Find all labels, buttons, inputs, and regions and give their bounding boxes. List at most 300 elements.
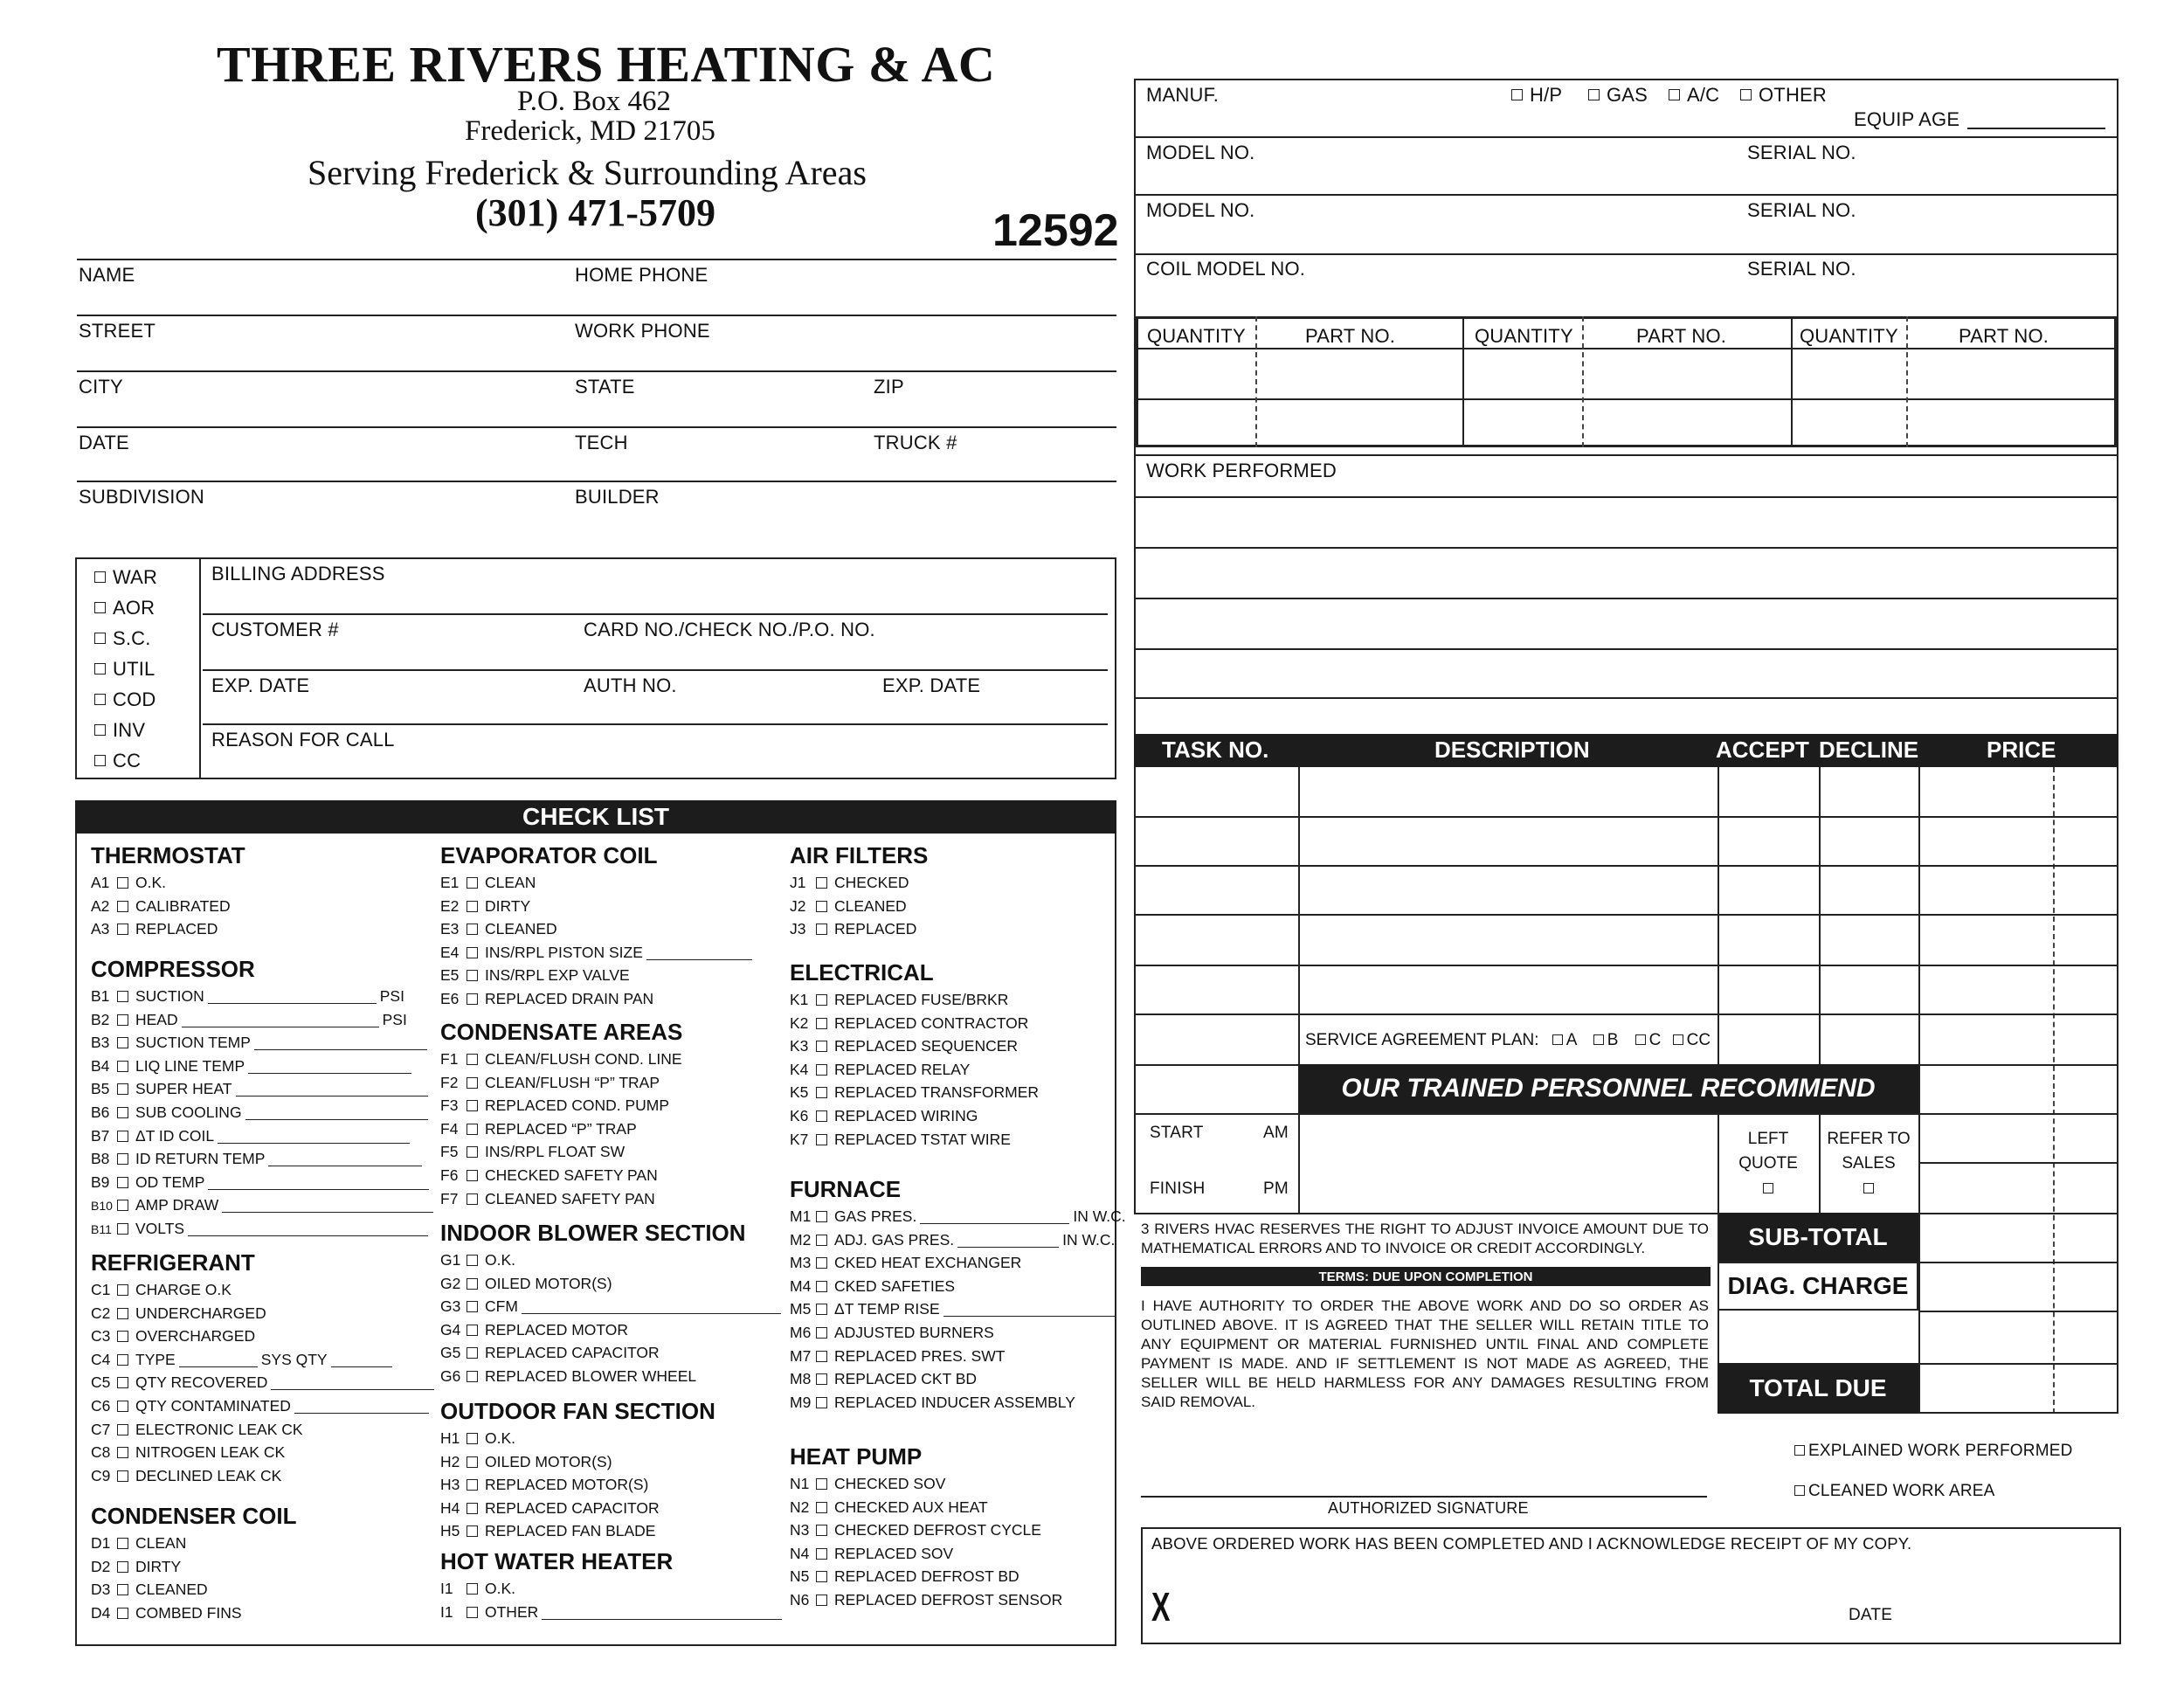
recommend-banner: OUR TRAINED PERSONNEL RECOMMEND bbox=[1298, 1064, 1918, 1113]
item-label: REPLACED SOV bbox=[834, 1544, 954, 1562]
item-fill-line[interactable] bbox=[182, 1013, 379, 1027]
task-row-4[interactable] bbox=[1134, 965, 2118, 966]
item-label: CLEANED bbox=[135, 1581, 208, 1599]
item-label: CLEANED bbox=[485, 920, 557, 938]
company-po-box: P.O. Box 462 bbox=[517, 86, 672, 117]
checklist-item-e2[interactable] bbox=[440, 897, 530, 916]
item-code: H4 bbox=[440, 1498, 460, 1517]
checklist-item-c2[interactable] bbox=[91, 1304, 266, 1323]
task-row-1[interactable] bbox=[1134, 816, 2118, 818]
item-label: DIRTY bbox=[485, 896, 531, 915]
item-fill-line[interactable] bbox=[248, 1059, 411, 1074]
checklist-item-b3[interactable] bbox=[91, 1034, 427, 1052]
explained-work-checkbox[interactable]: EXPLAINED WORK PERFORMED bbox=[1794, 1442, 2073, 1461]
street-field[interactable] bbox=[77, 370, 1116, 372]
item-code: F1 bbox=[440, 1050, 459, 1068]
billing-address-field[interactable] bbox=[203, 613, 1108, 615]
city-label: CITY bbox=[79, 376, 123, 398]
checkbox-icon bbox=[467, 1170, 478, 1181]
checkbox-icon bbox=[467, 1607, 478, 1618]
item-fill-line[interactable] bbox=[943, 1302, 1116, 1317]
item-label: CLEANED bbox=[834, 896, 907, 915]
checklist-item-c9[interactable] bbox=[91, 1467, 281, 1485]
item-label: REPLACED DEFROST SENSOR bbox=[834, 1591, 1063, 1608]
date-label: DATE bbox=[79, 432, 129, 453]
checklist-item-b2[interactable] bbox=[91, 1011, 407, 1029]
checklist-item-f2[interactable] bbox=[440, 1074, 660, 1092]
checklist-item-c3[interactable] bbox=[91, 1327, 255, 1346]
checklist-item-d3[interactable] bbox=[91, 1581, 208, 1599]
checklist-item-e6[interactable] bbox=[440, 990, 653, 1008]
checklist-item-b6[interactable] bbox=[91, 1103, 428, 1122]
item-code: C8 bbox=[91, 1443, 111, 1462]
date-field[interactable] bbox=[77, 481, 1116, 482]
item-label: REPLACED CKT BD bbox=[834, 1370, 978, 1388]
auth-number-label: AUTH NO. bbox=[584, 675, 677, 696]
checklist-item-m4[interactable] bbox=[790, 1277, 955, 1296]
company-phone: (301) 471-5709 bbox=[475, 191, 715, 234]
equip-type-gas[interactable]: GAS bbox=[1588, 84, 1648, 107]
item-label: INS/RPL PISTON SIZE bbox=[485, 943, 643, 961]
checklist-item-b8[interactable] bbox=[91, 1150, 422, 1168]
checkbox-icon bbox=[816, 1548, 827, 1560]
item-fill-line[interactable] bbox=[268, 1152, 422, 1166]
checklist-item-n2[interactable] bbox=[790, 1498, 988, 1517]
task-row-2[interactable] bbox=[1134, 865, 2118, 867]
checkbox-icon bbox=[467, 1301, 478, 1312]
billing-type-cc[interactable]: CC bbox=[94, 750, 141, 772]
cleaned-work-area-checkbox[interactable]: CLEANED WORK AREA bbox=[1794, 1482, 1995, 1501]
am-label: AM bbox=[1263, 1124, 1289, 1142]
truck-label: TRUCK # bbox=[874, 432, 957, 453]
checkbox-icon bbox=[117, 1131, 128, 1142]
item-code: C2 bbox=[91, 1304, 111, 1322]
checkbox-icon bbox=[816, 1041, 827, 1052]
checkbox-icon bbox=[117, 1037, 128, 1048]
billing-type-sc[interactable]: S.C. bbox=[94, 627, 151, 650]
item-fill-line[interactable] bbox=[957, 1233, 1059, 1248]
terms-banner: TERMS: DUE UPON COMPLETION bbox=[1141, 1267, 1711, 1286]
plan-option-cc[interactable]: CC bbox=[1673, 1031, 1711, 1049]
checklist-item-h5[interactable] bbox=[440, 1522, 655, 1540]
item-code: J1 bbox=[790, 874, 806, 891]
item-fill-line[interactable] bbox=[245, 1105, 428, 1120]
checkbox-icon bbox=[816, 1478, 827, 1490]
customer-number-label: CUSTOMER # bbox=[211, 619, 339, 640]
item-fill-line[interactable] bbox=[522, 1299, 781, 1314]
item-label: VOLTS bbox=[135, 1220, 185, 1237]
item-fill-line[interactable] bbox=[331, 1352, 392, 1367]
checkbox-icon bbox=[1863, 1183, 1874, 1193]
checkbox-icon bbox=[816, 1304, 827, 1315]
serial-number-label: SERIAL NO. bbox=[1747, 142, 1856, 163]
task-header-decline: DECLINE bbox=[1819, 737, 1919, 763]
checklist-item-i1[interactable] bbox=[440, 1603, 782, 1622]
checklist-item-g1[interactable] bbox=[440, 1251, 515, 1269]
checklist-item-d2[interactable] bbox=[91, 1558, 181, 1576]
checklist-item-g2[interactable] bbox=[440, 1275, 612, 1293]
model-number-label: MODEL NO. bbox=[1146, 142, 1255, 163]
billing-type-aor[interactable]: AOR bbox=[94, 597, 155, 619]
plan-option-a[interactable]: A bbox=[1552, 1031, 1577, 1049]
item-code: M3 bbox=[790, 1254, 812, 1272]
checklist-item-k4[interactable] bbox=[790, 1061, 970, 1079]
checkbox-icon bbox=[816, 1211, 827, 1222]
section-title-compressor: COMPRESSOR bbox=[91, 956, 255, 982]
checklist-item-f4[interactable] bbox=[440, 1120, 637, 1138]
item-label: GAS PRES. bbox=[834, 1207, 917, 1225]
item-code: M8 bbox=[790, 1370, 812, 1388]
checklist-item-k5[interactable] bbox=[790, 1083, 1039, 1102]
item-label: REPLACED “P” TRAP bbox=[485, 1119, 637, 1138]
checklist-item-d4[interactable] bbox=[91, 1604, 242, 1622]
item-suffix: SYS QTY bbox=[260, 1350, 328, 1368]
item-fill-line[interactable] bbox=[208, 989, 377, 1004]
total-due-amount-field[interactable] bbox=[1920, 1365, 2051, 1410]
item-fill-line[interactable] bbox=[188, 1221, 428, 1236]
checkbox-icon bbox=[117, 1447, 128, 1458]
item-code: M6 bbox=[790, 1324, 812, 1341]
item-label: AMP DRAW bbox=[135, 1196, 219, 1214]
item-code: N2 bbox=[790, 1498, 810, 1516]
item-label: NITROGEN LEAK CK bbox=[135, 1443, 286, 1462]
checklist-item-b11[interactable] bbox=[91, 1220, 428, 1238]
parts-header-part-2: PART NO. bbox=[1636, 325, 1727, 347]
checklist-item-d1[interactable] bbox=[91, 1534, 186, 1553]
work-performed-label: WORK PERFORMED bbox=[1146, 460, 1337, 481]
work-line-2[interactable] bbox=[1134, 547, 2118, 549]
customer-signature-field[interactable] bbox=[1188, 1573, 1817, 1634]
checklist-item-f3[interactable] bbox=[440, 1097, 669, 1115]
checkbox-icon bbox=[816, 1018, 827, 1029]
checkbox-icon bbox=[117, 1107, 128, 1118]
item-code: K3 bbox=[790, 1037, 809, 1055]
checklist-item-k3[interactable] bbox=[790, 1037, 1018, 1055]
checklist-item-n3[interactable] bbox=[790, 1521, 1041, 1539]
checkbox-icon bbox=[117, 877, 128, 889]
checklist-item-m8[interactable] bbox=[790, 1370, 977, 1388]
checklist-item-c7[interactable] bbox=[91, 1421, 303, 1439]
item-label: O.K. bbox=[485, 1429, 516, 1447]
checkbox-icon bbox=[467, 1193, 478, 1205]
item-fill-line[interactable] bbox=[208, 1175, 429, 1190]
item-label: O.K. bbox=[485, 1251, 516, 1269]
diag-charge-amount-field[interactable] bbox=[1920, 1263, 2051, 1309]
checklist-item-f5[interactable] bbox=[440, 1143, 625, 1161]
checklist-item-a3[interactable] bbox=[91, 920, 218, 938]
work-line-5[interactable] bbox=[1134, 697, 2118, 699]
checklist-item-e1[interactable] bbox=[440, 874, 536, 892]
checklist-item-k2[interactable] bbox=[790, 1014, 1028, 1033]
checklist-item-b1[interactable] bbox=[91, 987, 404, 1006]
section-title-outdoor: OUTDOOR FAN SECTION bbox=[440, 1398, 715, 1424]
item-label: REPLACED MOTOR bbox=[485, 1320, 629, 1339]
checklist-item-n4[interactable] bbox=[790, 1545, 953, 1563]
item-label: REPLACED WIRING bbox=[834, 1107, 978, 1124]
item-code: I1 bbox=[440, 1580, 453, 1597]
item-code: C3 bbox=[91, 1327, 111, 1346]
checklist-item-i1[interactable] bbox=[440, 1580, 515, 1598]
item-label: REPLACED CAPACITOR bbox=[485, 1498, 660, 1517]
item-label: TYPE bbox=[135, 1350, 176, 1368]
checklist-item-e5[interactable] bbox=[440, 966, 630, 985]
checklist-item-c1[interactable] bbox=[91, 1281, 232, 1299]
billing-type-inv[interactable]: INV bbox=[94, 719, 145, 742]
section-title-filters: AIR FILTERS bbox=[790, 842, 929, 868]
work-line-4[interactable] bbox=[1134, 648, 2118, 650]
equip-type-hp[interactable]: H/P bbox=[1511, 84, 1562, 107]
checkbox-icon bbox=[117, 1561, 128, 1573]
item-label: HEAD bbox=[135, 1010, 178, 1028]
checklist-item-h2[interactable] bbox=[440, 1453, 612, 1471]
section-title-heatpump: HEAT PUMP bbox=[790, 1443, 923, 1470]
checkbox-icon bbox=[467, 1371, 478, 1382]
item-label: REPLACED BLOWER WHEEL bbox=[485, 1367, 697, 1385]
item-code: E6 bbox=[440, 990, 460, 1007]
checklist-item-m7[interactable] bbox=[790, 1347, 1005, 1366]
checklist-item-j2[interactable] bbox=[790, 897, 907, 916]
reserve-notice: 3 RIVERS HVAC RESERVES THE RIGHT TO ADJUST INVOICE AMOUNT DUE TO MATHEMATICAL ERRORS AND TO INVOICE OR CREDIT ACCORDINGLY. bbox=[1141, 1221, 1709, 1256]
checklist-item-c4[interactable] bbox=[91, 1351, 392, 1369]
item-label: COMBED FINS bbox=[135, 1603, 242, 1622]
item-fill-line[interactable] bbox=[218, 1129, 410, 1144]
checklist-item-e4[interactable] bbox=[440, 944, 752, 962]
checklist-title: CHECK LIST bbox=[75, 800, 1116, 834]
checklist-item-k6[interactable] bbox=[790, 1107, 978, 1125]
checklist-item-c5[interactable] bbox=[91, 1373, 434, 1392]
checklist-item-h3[interactable] bbox=[440, 1476, 648, 1494]
checklist-item-b7[interactable] bbox=[91, 1127, 410, 1145]
billing-type-cod[interactable]: COD bbox=[94, 688, 156, 711]
checkbox-icon bbox=[467, 1503, 478, 1514]
zip-label: ZIP bbox=[874, 376, 904, 398]
coil-model-label: COIL MODEL NO. bbox=[1146, 258, 1306, 280]
item-label: CLEAN/FLUSH COND. LINE bbox=[485, 1050, 682, 1068]
checklist-item-h4[interactable] bbox=[440, 1499, 660, 1518]
customer-number-field[interactable] bbox=[203, 669, 1108, 671]
checklist-item-j3[interactable] bbox=[790, 920, 916, 938]
item-code: G2 bbox=[440, 1274, 461, 1292]
checklist-item-m6[interactable] bbox=[790, 1324, 994, 1342]
checkbox-icon bbox=[117, 1014, 128, 1026]
item-fill-line[interactable] bbox=[920, 1209, 1069, 1224]
checkbox-icon bbox=[1794, 1445, 1805, 1456]
item-code: I1 bbox=[440, 1602, 453, 1621]
checklist-item-f1[interactable] bbox=[440, 1050, 682, 1069]
equip-age-label: EQUIP AGE bbox=[1854, 108, 1960, 130]
section-title-thermostat: THERMOSTAT bbox=[91, 842, 245, 868]
checkbox-icon bbox=[467, 1433, 478, 1444]
item-fill-line[interactable] bbox=[179, 1352, 258, 1367]
item-label: ELECTRONIC LEAK CK bbox=[135, 1420, 303, 1438]
item-suffix: PSI bbox=[379, 987, 404, 1005]
checklist-item-k7[interactable] bbox=[790, 1131, 1011, 1149]
checkbox-icon bbox=[94, 633, 106, 644]
checkbox-icon bbox=[117, 1424, 128, 1435]
exp-date-field[interactable] bbox=[203, 723, 1108, 725]
checklist-item-m9[interactable] bbox=[790, 1394, 1075, 1412]
work-line-1[interactable] bbox=[1134, 496, 2118, 498]
checklist-item-h1[interactable] bbox=[440, 1429, 515, 1448]
tech-label: TECH bbox=[575, 432, 628, 453]
item-label: CHECKED SOV bbox=[834, 1475, 946, 1492]
checklist-item-m1[interactable] bbox=[790, 1207, 1126, 1226]
plan-option-b[interactable]: B bbox=[1593, 1031, 1619, 1049]
billing-type-war[interactable]: WAR bbox=[94, 566, 157, 589]
checkbox-icon bbox=[117, 1200, 128, 1211]
section-title-condenser: CONDENSER COIL bbox=[91, 1503, 297, 1529]
item-label: CKED HEAT EXCHANGER bbox=[834, 1254, 1022, 1272]
total-due-label: TOTAL DUE bbox=[1717, 1363, 1918, 1414]
item-code: A3 bbox=[91, 920, 110, 938]
checkbox-icon bbox=[117, 1331, 128, 1342]
checkbox-icon bbox=[467, 970, 478, 981]
item-code: G5 bbox=[440, 1344, 461, 1362]
checklist-item-g6[interactable] bbox=[440, 1367, 696, 1386]
checkbox-icon bbox=[1669, 89, 1680, 100]
checklist-item-f7[interactable] bbox=[440, 1190, 655, 1208]
task-row-5[interactable] bbox=[1134, 1013, 2118, 1015]
street-label: STREET bbox=[79, 320, 156, 342]
parts-header-quantity-3: QUANTITY bbox=[1800, 325, 1898, 347]
work-line-3[interactable] bbox=[1134, 598, 2118, 599]
item-label: SUB COOLING bbox=[135, 1103, 242, 1121]
item-fill-line[interactable] bbox=[271, 1375, 434, 1390]
checklist-item-e3[interactable] bbox=[440, 920, 557, 938]
task-header-task: TASK NO. bbox=[1162, 737, 1269, 763]
item-fill-line[interactable] bbox=[646, 945, 752, 960]
checklist-item-b9[interactable] bbox=[91, 1173, 429, 1192]
checklist-item-c6[interactable] bbox=[91, 1397, 429, 1415]
item-label: LIQ LINE TEMP bbox=[135, 1056, 245, 1075]
item-code: C4 bbox=[91, 1350, 111, 1368]
billing-type-util[interactable]: UTIL bbox=[94, 658, 155, 681]
checkbox-icon bbox=[467, 924, 478, 935]
item-label: REPLACED CONTRACTOR bbox=[834, 1013, 1029, 1032]
city-field[interactable] bbox=[77, 426, 1116, 428]
item-label: INS/RPL EXP VALVE bbox=[485, 966, 630, 985]
item-label: SUCTION TEMP bbox=[135, 1034, 251, 1052]
checkbox-icon bbox=[467, 993, 478, 1005]
checkbox-icon bbox=[467, 877, 478, 889]
item-label: REPLACED DRAIN PAN bbox=[485, 990, 654, 1007]
equip-type-other[interactable]: OTHER bbox=[1740, 84, 1827, 107]
item-code: B6 bbox=[91, 1103, 110, 1121]
checkbox-icon bbox=[1763, 1183, 1773, 1193]
item-code: D1 bbox=[91, 1534, 111, 1552]
section-title-electrical: ELECTRICAL bbox=[790, 959, 934, 986]
item-label: REPLACED MOTOR(S) bbox=[485, 1476, 649, 1494]
authorized-signature-line[interactable] bbox=[1141, 1496, 1707, 1498]
plan-option-c[interactable]: C bbox=[1635, 1031, 1662, 1049]
item-fill-line[interactable] bbox=[254, 1035, 427, 1050]
checklist-item-n6[interactable] bbox=[790, 1591, 1062, 1609]
item-label: CHECKED DEFROST CYCLE bbox=[834, 1521, 1041, 1539]
checklist-item-m3[interactable] bbox=[790, 1254, 1021, 1272]
item-label: CLEANED SAFETY PAN bbox=[485, 1189, 655, 1207]
item-label: DIRTY bbox=[135, 1557, 182, 1575]
item-code: B1 bbox=[91, 987, 110, 1005]
item-fill-line[interactable] bbox=[236, 1082, 428, 1097]
checklist-item-b5[interactable] bbox=[91, 1080, 428, 1098]
item-code: M5 bbox=[790, 1300, 812, 1318]
left-quote-option[interactable]: LEFT QUOTE bbox=[1717, 1127, 1819, 1200]
checkbox-icon bbox=[467, 1278, 478, 1290]
checkbox-icon bbox=[816, 1571, 827, 1582]
checkbox-icon bbox=[467, 947, 478, 958]
equip-age-field[interactable] bbox=[1967, 128, 2105, 129]
name-field[interactable] bbox=[77, 315, 1116, 316]
checkbox-icon bbox=[467, 901, 478, 912]
home-phone-label: HOME PHONE bbox=[575, 264, 708, 286]
checkbox-icon bbox=[117, 1284, 128, 1296]
name-label: NAME bbox=[79, 264, 135, 286]
checklist-item-f6[interactable] bbox=[440, 1166, 658, 1185]
item-code: M4 bbox=[790, 1276, 812, 1295]
checklist-item-k1[interactable] bbox=[790, 991, 1008, 1009]
item-fill-line[interactable] bbox=[294, 1399, 429, 1414]
checklist-item-g4[interactable] bbox=[440, 1321, 628, 1339]
checklist-item-c8[interactable] bbox=[91, 1443, 285, 1462]
item-code: C5 bbox=[91, 1373, 111, 1392]
task-header-price: PRICE bbox=[1987, 737, 2056, 763]
checklist-item-m2[interactable] bbox=[790, 1231, 1115, 1249]
task-row-3[interactable] bbox=[1134, 914, 2118, 916]
item-label: O.K. bbox=[135, 874, 167, 891]
refer-to-sales-option[interactable]: REFER TO SALES bbox=[1819, 1127, 1918, 1200]
checklist-item-b10[interactable] bbox=[91, 1196, 433, 1214]
checklist-item-g3[interactable] bbox=[440, 1297, 781, 1316]
checkbox-icon bbox=[816, 1064, 827, 1076]
item-code: D4 bbox=[91, 1603, 111, 1622]
checkbox-icon bbox=[467, 1347, 478, 1359]
item-code: C9 bbox=[91, 1466, 111, 1484]
item-label: ΔT TEMP RISE bbox=[834, 1300, 940, 1318]
item-fill-line[interactable] bbox=[542, 1605, 782, 1620]
item-label: CHECKED SAFETY PAN bbox=[485, 1166, 658, 1184]
item-code: K2 bbox=[790, 1013, 809, 1032]
checkbox-icon bbox=[467, 1583, 478, 1595]
item-label: REPLACED FUSE/BRKR bbox=[834, 991, 1009, 1008]
checkbox-icon bbox=[117, 1377, 128, 1388]
checkbox-icon bbox=[816, 901, 827, 912]
pm-label: PM bbox=[1263, 1180, 1289, 1198]
item-code: B8 bbox=[91, 1150, 110, 1168]
subtotal-amount-field[interactable] bbox=[1920, 1214, 2051, 1260]
checklist-item-m5[interactable] bbox=[790, 1300, 1116, 1318]
checklist-item-n5[interactable] bbox=[790, 1567, 1019, 1586]
task-header-accept: ACCEPT bbox=[1716, 737, 1809, 763]
equip-type-ac[interactable]: A/C bbox=[1669, 84, 1719, 107]
checkbox-icon bbox=[94, 694, 106, 705]
checkbox-icon bbox=[816, 1281, 827, 1292]
subtotal-label: SUB-TOTAL bbox=[1717, 1213, 1918, 1262]
checklist-item-a2[interactable] bbox=[91, 897, 231, 916]
checkbox-icon bbox=[117, 1153, 128, 1165]
checkbox-icon bbox=[117, 1608, 128, 1619]
item-label: OVERCHARGED bbox=[135, 1327, 256, 1346]
checklist-item-j1[interactable] bbox=[790, 874, 909, 892]
checklist-item-n1[interactable] bbox=[790, 1475, 945, 1493]
item-label: QTY CONTAMINATED bbox=[135, 1397, 291, 1415]
checklist-item-b4[interactable] bbox=[91, 1057, 411, 1076]
checklist-item-g5[interactable] bbox=[440, 1344, 660, 1362]
checkbox-icon bbox=[816, 1134, 827, 1145]
item-fill-line[interactable] bbox=[222, 1198, 433, 1213]
checkbox-icon bbox=[94, 663, 106, 675]
checkbox-icon bbox=[816, 1327, 827, 1339]
checklist-item-a1[interactable] bbox=[91, 874, 166, 892]
